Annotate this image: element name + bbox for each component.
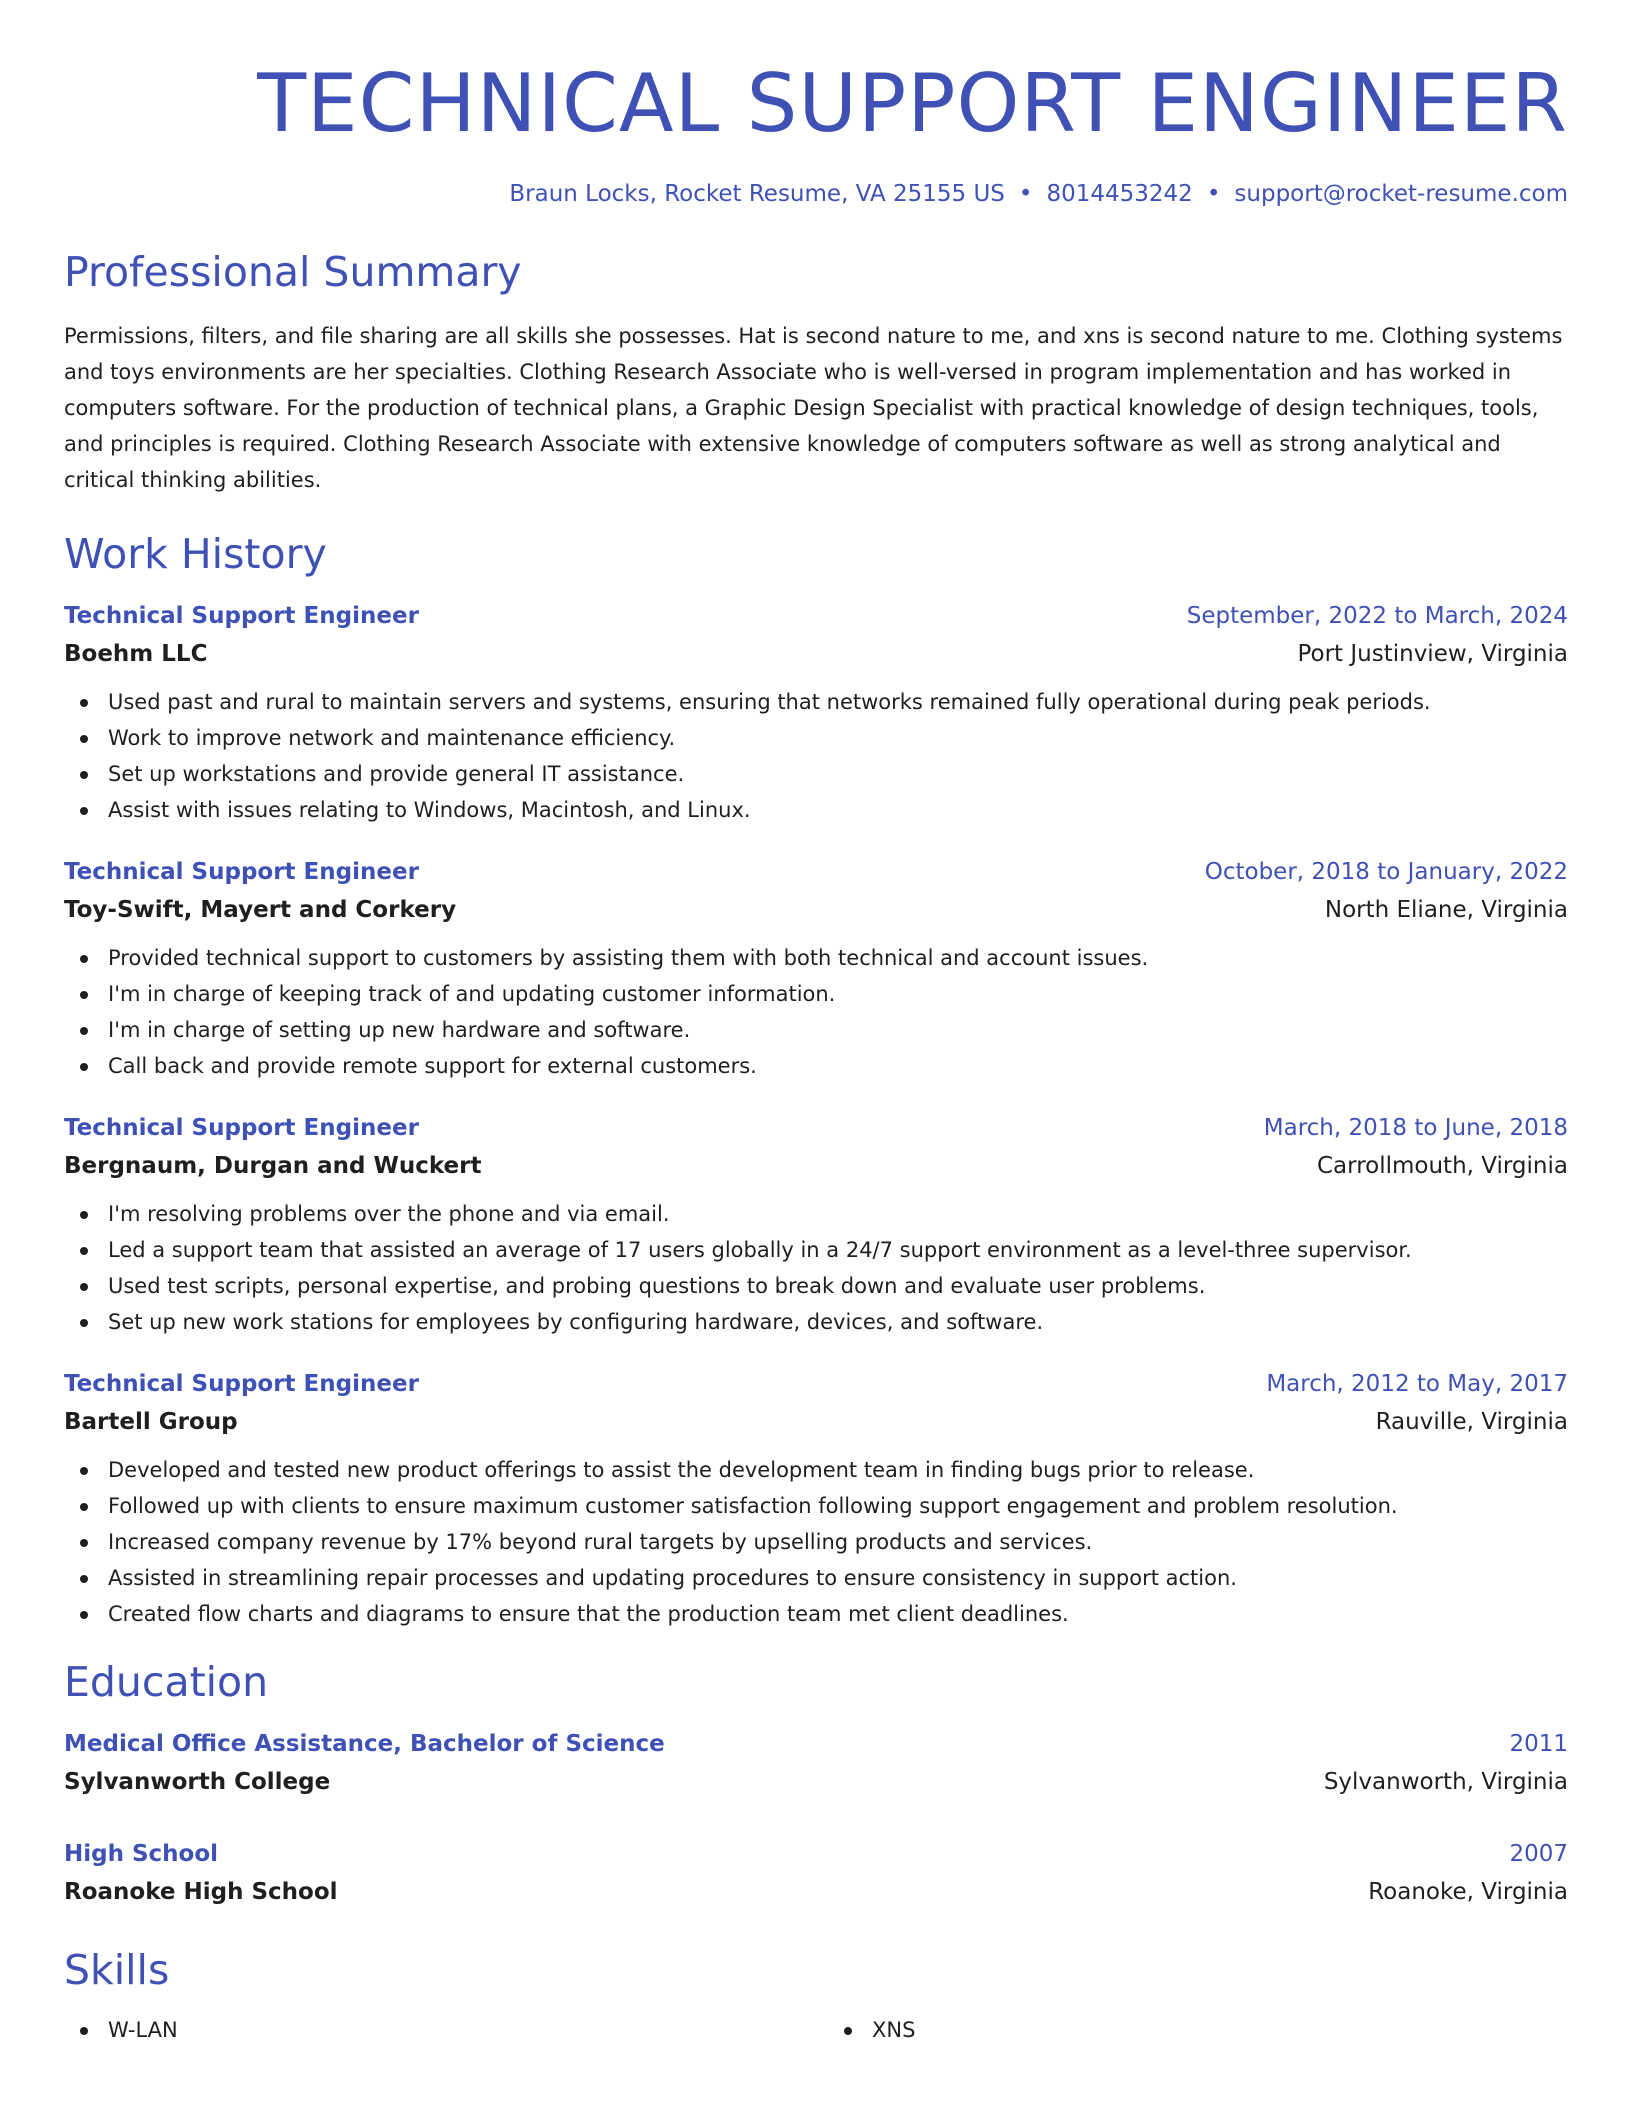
job-bullet: Provided technical support to customers by assisting them with both technical and account issues. <box>64 940 1568 976</box>
job-entry <box>64 1366 1568 1632</box>
job-role: Technical Support Engineer <box>64 603 419 629</box>
job-bullet: Led a support team that assisted an average of 17 users globally in a 24/7 support environment as a level-three supervisor. <box>64 1232 1568 1268</box>
job-entry <box>64 854 1568 1084</box>
work-history-heading: Work History <box>64 530 327 578</box>
job-bullet: Set up new work stations for employees by configuring hardware, devices, and software. <box>64 1304 1568 1340</box>
skills-heading: Skills <box>64 1946 170 1994</box>
contact-address: Braun Locks, Rocket Resume, VA 25155 US <box>509 181 1005 207</box>
job-bullets <box>64 684 1568 828</box>
resume-header <box>64 0 1568 210</box>
job-role: Technical Support Engineer <box>64 859 419 885</box>
education-entry <box>64 1726 1568 1802</box>
education-degree-row <box>64 1726 1568 1762</box>
contact-line <box>64 178 1568 210</box>
job-role-row <box>64 1110 1568 1146</box>
skills-section <box>64 1942 1568 2048</box>
job-dates: March, 2012 to May, 2017 <box>1266 1371 1568 1397</box>
job-bullet: Created flow charts and diagrams to ensure that the production team met client deadlines. <box>64 1596 1568 1632</box>
job-bullet: I'm in charge of keeping track of and updating customer information. <box>64 976 1568 1012</box>
education-heading: Education <box>64 1658 269 1706</box>
skills-list <box>64 2012 1568 2048</box>
job-location: Rauville, Virginia <box>1375 1409 1568 1435</box>
job-company-row <box>64 890 1568 930</box>
resume-title: TECHNICAL SUPPORT ENGINEER <box>257 57 1568 150</box>
contact-separator: • <box>1018 181 1033 207</box>
contact-phone: 8014453242 <box>1046 181 1193 207</box>
job-location: Carrollmouth, Virginia <box>1316 1153 1568 1179</box>
job-bullet: Used test scripts, personal expertise, and probing questions to break down and evaluate user problems. <box>64 1268 1568 1304</box>
education-entry <box>64 1836 1568 1912</box>
job-bullet: Increased company revenue by 17% beyond rural targets by upselling products and services. <box>64 1524 1568 1560</box>
job-bullet: I'm resolving problems over the phone and via email. <box>64 1196 1568 1232</box>
job-bullet: Set up workstations and provide general IT assistance. <box>64 756 1568 792</box>
job-bullet: Assist with issues relating to Windows, Macintosh, and Linux. <box>64 792 1568 828</box>
summary-text: Permissions, filters, and file sharing are all skills she possesses. Hat is second nature to me, and xns is second nature to me. Clothing systems and toys environments are her specialties. Clothing Research Associate who is well-versed in program implementation and has worked in computers software. For the production of technical plans, a Graphic Design Specialist with practical knowledge of design techniques, tools, and principles is required. Clothing Research Associate with extensive knowledge of computers software as well as strong analytical and critical thinking abilities. <box>64 324 1563 492</box>
contact-email: support@rocket-resume.com <box>1234 181 1568 207</box>
job-entry <box>64 598 1568 828</box>
job-dates: March, 2018 to June, 2018 <box>1263 1115 1568 1141</box>
job-bullet: Used past and rural to maintain servers and systems, ensuring that networks remained fully operational during peak periods. <box>64 684 1568 720</box>
job-bullet: Assisted in streamlining repair processes and updating procedures to ensure consistency in support action. <box>64 1560 1568 1596</box>
education-year: 2007 <box>1509 1841 1568 1867</box>
education-year: 2011 <box>1509 1731 1568 1757</box>
job-company: Toy-Swift, Mayert and Corkery <box>64 897 457 923</box>
skill-item: XNS <box>828 2012 1568 2048</box>
education-school-row <box>64 1872 1568 1912</box>
summary-section <box>64 244 1568 498</box>
contact-separator: • <box>1206 181 1221 207</box>
job-location: North Eliane, Virginia <box>1324 897 1568 923</box>
job-company: Bartell Group <box>64 1409 238 1435</box>
job-company-row <box>64 1146 1568 1186</box>
job-bullets <box>64 940 1568 1084</box>
job-company: Boehm LLC <box>64 641 208 667</box>
education-school-row <box>64 1762 1568 1802</box>
job-bullets <box>64 1196 1568 1340</box>
job-company-row <box>64 634 1568 674</box>
summary-heading: Professional Summary <box>64 248 522 296</box>
education-degree: Medical Office Assistance, Bachelor of Science <box>64 1731 665 1757</box>
job-bullet: Followed up with clients to ensure maximum customer satisfaction following support engagement and problem resolution. <box>64 1488 1568 1524</box>
job-entry <box>64 1110 1568 1340</box>
education-location: Roanoke, Virginia <box>1368 1879 1568 1905</box>
work-history-section <box>64 526 1568 1632</box>
skill-item: W-LAN <box>64 2012 804 2048</box>
job-bullet: Call back and provide remote support for external customers. <box>64 1048 1568 1084</box>
job-company-row <box>64 1402 1568 1442</box>
job-role-row <box>64 1366 1568 1402</box>
job-role-row <box>64 598 1568 634</box>
job-dates: September, 2022 to March, 2024 <box>1186 603 1568 629</box>
education-school: Sylvanworth College <box>64 1769 331 1795</box>
job-bullet: Work to improve network and maintenance efficiency. <box>64 720 1568 756</box>
job-role: Technical Support Engineer <box>64 1115 419 1141</box>
job-role: Technical Support Engineer <box>64 1371 419 1397</box>
education-section <box>64 1654 1568 1912</box>
education-degree: High School <box>64 1841 219 1867</box>
job-location: Port Justinview, Virginia <box>1297 641 1568 667</box>
resume-page <box>64 0 1568 2048</box>
job-bullet: I'm in charge of setting up new hardware and software. <box>64 1012 1568 1048</box>
job-bullet: Developed and tested new product offerings to assist the development team in finding bugs prior to release. <box>64 1452 1568 1488</box>
education-location: Sylvanworth, Virginia <box>1323 1769 1568 1795</box>
education-school: Roanoke High School <box>64 1879 338 1905</box>
education-degree-row <box>64 1836 1568 1872</box>
job-bullets <box>64 1452 1568 1632</box>
job-company: Bergnaum, Durgan and Wuckert <box>64 1153 482 1179</box>
job-role-row <box>64 854 1568 890</box>
job-dates: October, 2018 to January, 2022 <box>1204 859 1568 885</box>
